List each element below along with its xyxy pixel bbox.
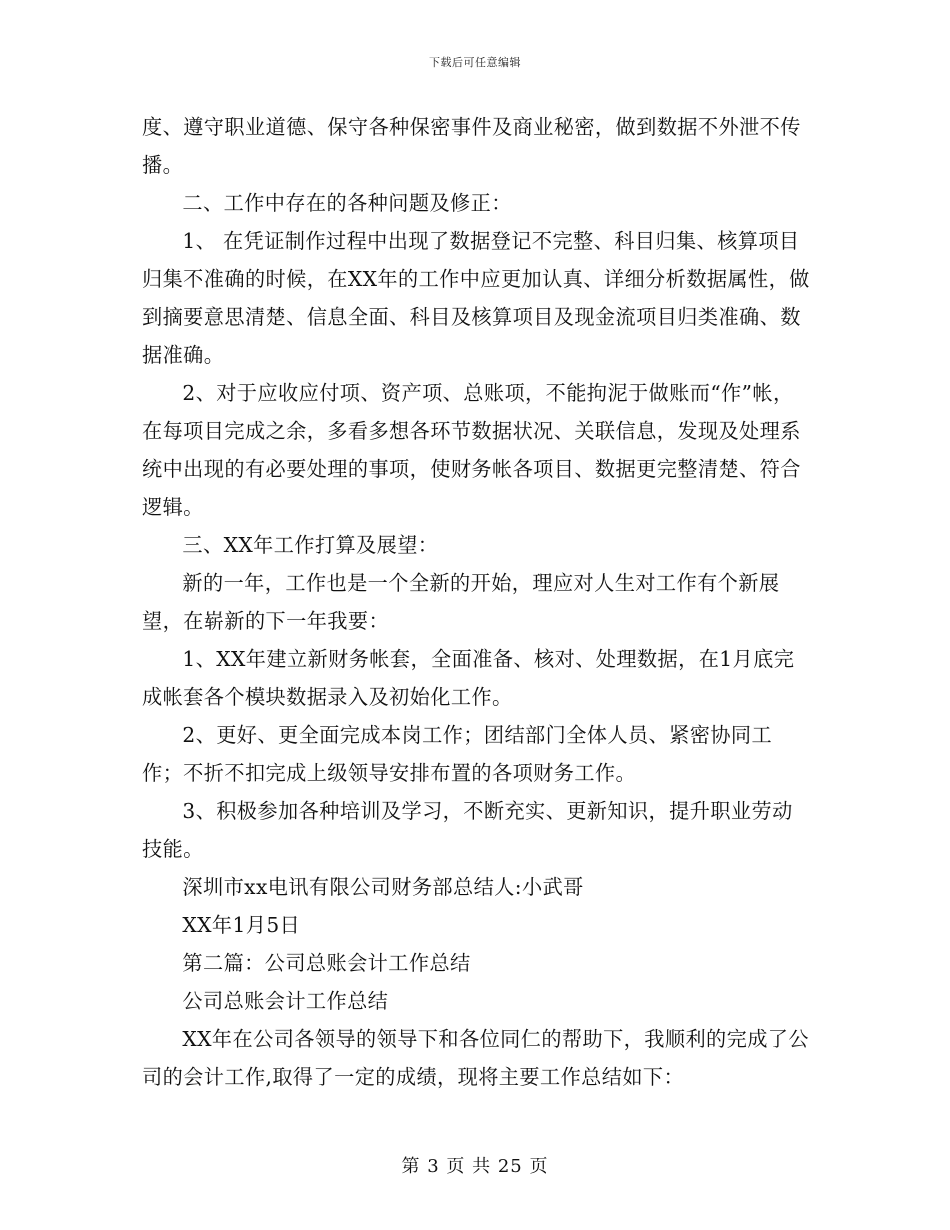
paragraph: 度、遵守职业道德、保守各种保密事件及商业秘密，做到数据不外泄不传播。 <box>142 115 801 177</box>
document-title: 公司总账会计工作总结 <box>182 989 389 1013</box>
paragraph: 1、 在凭证制作过程中出现了数据登记不完整、科目归集、核算项目归集不准确的时候，在XX年的工作中应更加认真、详细分析数据属性，做到摘要意思清楚、信息全面、科目及核算项目及现金流项目归类准确、数据准确。 <box>142 229 810 367</box>
document-body <box>142 108 812 1096</box>
paragraph: 3、积极参加各种培训及学习，不断充实、更新知识，提升职业劳动技能。 <box>142 799 793 861</box>
section-heading: 二、工作中存在的各种问题及修正： <box>182 191 512 215</box>
page-header-note: 下载后可任意编辑 <box>429 56 521 69</box>
page-number-footer: 第 3 页 共 25 页 <box>401 1156 549 1177</box>
paragraph: 2、更好、更全面完成本岗工作；团结部门全体人员、紧密协同工作；不折不扣完成上级领导安排布置的各项财务工作。 <box>142 723 773 785</box>
paragraph: XX年在公司各领导的领导下和各位同仁的帮助下，我顺利的完成了公司的会计工作,取得了一定的成绩，现将主要工作总结如下： <box>142 1027 809 1089</box>
section-title: 第二篇：公司总账会计工作总结 <box>182 951 471 975</box>
section-heading: 三、XX年工作打算及展望： <box>182 533 439 557</box>
date-line: XX年1月5日 <box>182 913 301 937</box>
paragraph: 2、对于应收应付项、资产项、总账项，不能拘泥于做账而“作”帐，在每项目完成之余，多看多想各环节数据状况、关联信息，发现及处理系统中出现的有必要处理的事项，使财务帐各项目、数据更完整清楚、符合逻辑。 <box>142 381 801 519</box>
paragraph: 新的一年，工作也是一个全新的开始，理应对人生对工作有个新展望，在崭新的下一年我要： <box>142 571 780 633</box>
signature-line: 深圳市xx电讯有限公司财务部总结人:小武哥 <box>182 875 584 899</box>
paragraph: 1、XX年建立新财务帐套，全面准备、核对、处理数据，在1月底完成帐套各个模块数据录入及初始化工作。 <box>142 647 795 709</box>
